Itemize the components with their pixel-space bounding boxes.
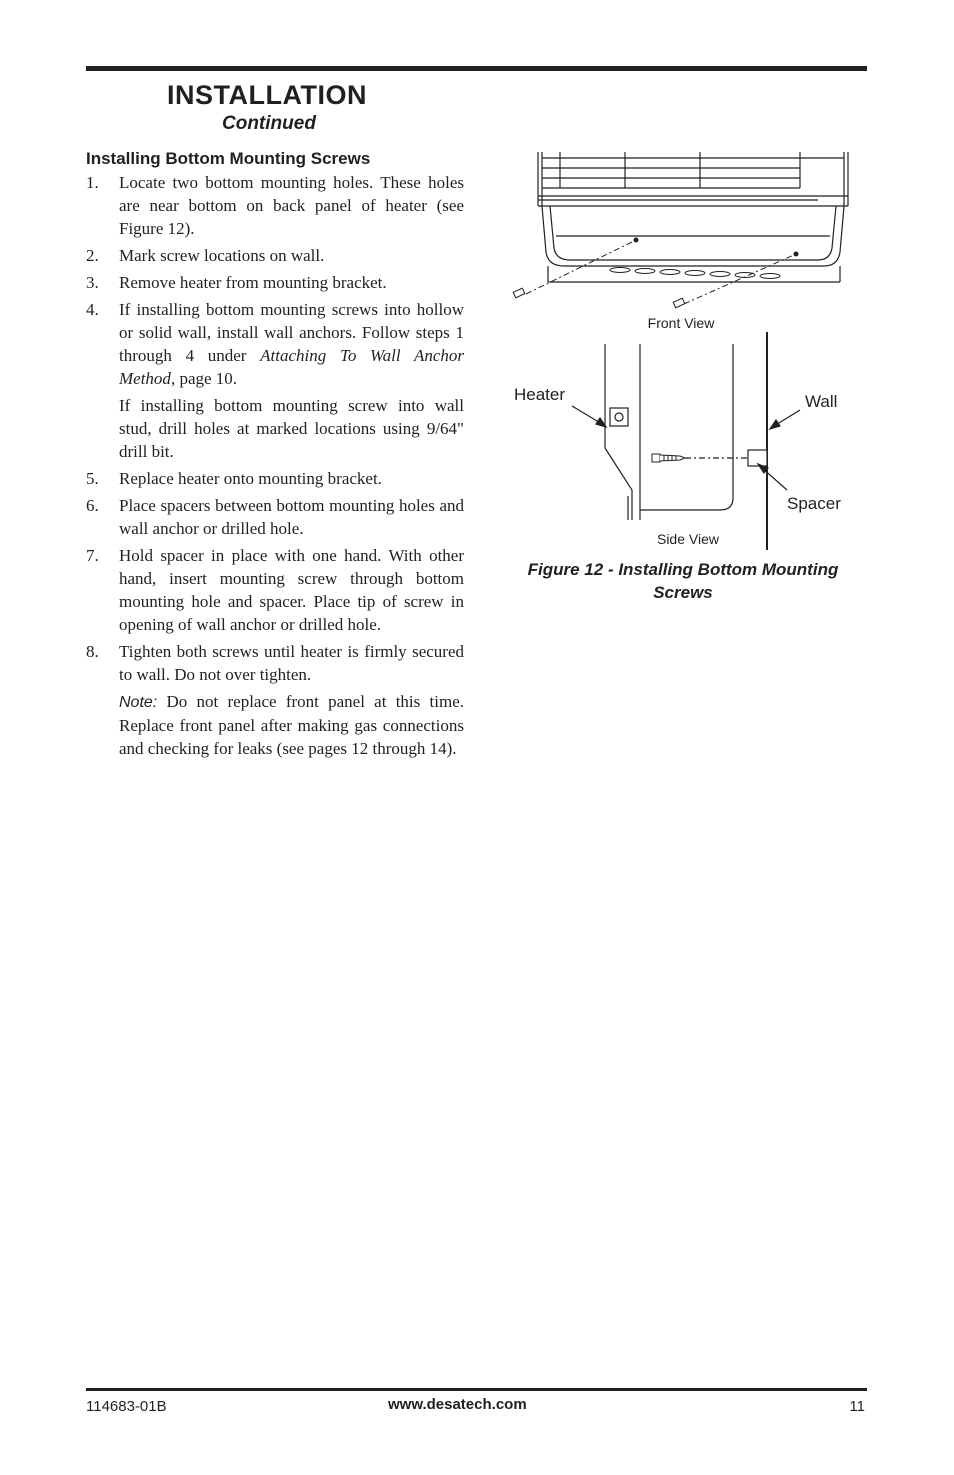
step-8: [86, 640, 464, 760]
website-link[interactable]: www.desatech.com: [388, 1396, 527, 1413]
figure-12-illustration: [500, 148, 870, 558]
step-3: [86, 271, 464, 294]
step-4: [86, 298, 464, 463]
step-text: Place spacers between bottom mounting holes and wall anchor or drilled hole.: [119, 496, 464, 538]
front-screws: [513, 238, 798, 308]
side-view-label: Side View: [656, 531, 720, 547]
step-7: [86, 544, 464, 636]
step-number: 6.: [86, 496, 99, 515]
footer-rule: [86, 1388, 867, 1391]
step-text: Remove heater from mounting bracket.: [119, 273, 387, 292]
step-text-part: , page 10.: [170, 369, 238, 388]
step-number: 2.: [86, 246, 99, 265]
step-number: 1.: [86, 173, 99, 192]
figure-caption: [497, 558, 869, 604]
step-6: [86, 494, 464, 540]
step-text-part: If installing bottom mounting screws into hollow or solid wall, install wall anchors. Follow steps 1 through 4 under: [119, 300, 464, 365]
note: [119, 690, 464, 760]
section-title: INSTALLATION: [167, 80, 367, 110]
cross-reference: Attaching To Wall Anchor Method: [119, 346, 464, 388]
step-text: Locate two bottom mounting holes. These holes are near bottom on back panel of heater (see Figure 12).: [119, 173, 464, 238]
document-number: 114683-01B: [86, 1398, 167, 1415]
procedure-steps: [86, 171, 464, 764]
figure-caption-line-1: Figure 12 - Installing Bottom Mounting: [527, 560, 839, 579]
step-number: 7.: [86, 546, 99, 565]
step-number: 5.: [86, 469, 99, 488]
figure-caption-line-2: Screws: [653, 583, 713, 602]
vent-slots: [610, 268, 780, 279]
step-text: Mark screw locations on wall.: [119, 246, 325, 265]
spacer-label: Spacer: [787, 494, 841, 513]
step-number: 4.: [86, 300, 99, 319]
step-text: [119, 298, 464, 390]
procedure-heading: Installing Bottom Mounting Screws: [86, 149, 371, 168]
step-text: Tighten both screws until heater is firmly secured to wall. Do not over tighten.: [119, 642, 464, 684]
step-number: 8.: [86, 642, 99, 661]
note-label: Note:: [119, 694, 158, 711]
step-2: [86, 244, 464, 267]
leader-arrows: [572, 406, 800, 490]
side-view-drawing: [605, 332, 767, 550]
front-view-drawing: [538, 152, 848, 282]
step-1: [86, 171, 464, 240]
step-text: Hold spacer in place with one hand. With other hand, insert mounting screw through bottom mounting hole and spacer. Place tip of screw in opening of wall anchor or drilled hole.: [119, 546, 464, 634]
front-view-label: Front View: [647, 315, 715, 331]
step-text: Replace heater onto mounting bracket.: [119, 469, 382, 488]
page-number: 11: [849, 1398, 865, 1415]
section-subtitle: Continued: [222, 113, 316, 134]
wall-label: Wall: [805, 392, 838, 411]
step-number: 3.: [86, 273, 99, 292]
note-text: Do not replace front panel at this time. Replace front panel after making gas connections and checking for leaks (see pages 12 through 14).: [119, 692, 464, 758]
screw-paths: [526, 240, 796, 304]
heater-label: Heater: [514, 385, 566, 404]
header-rule: [86, 66, 867, 71]
side-screw: [652, 454, 685, 462]
step-extra-text: If installing bottom mounting screw into wall stud, drill holes at marked locations using 9/64" drill bit.: [119, 396, 464, 461]
step-5: [86, 467, 464, 490]
